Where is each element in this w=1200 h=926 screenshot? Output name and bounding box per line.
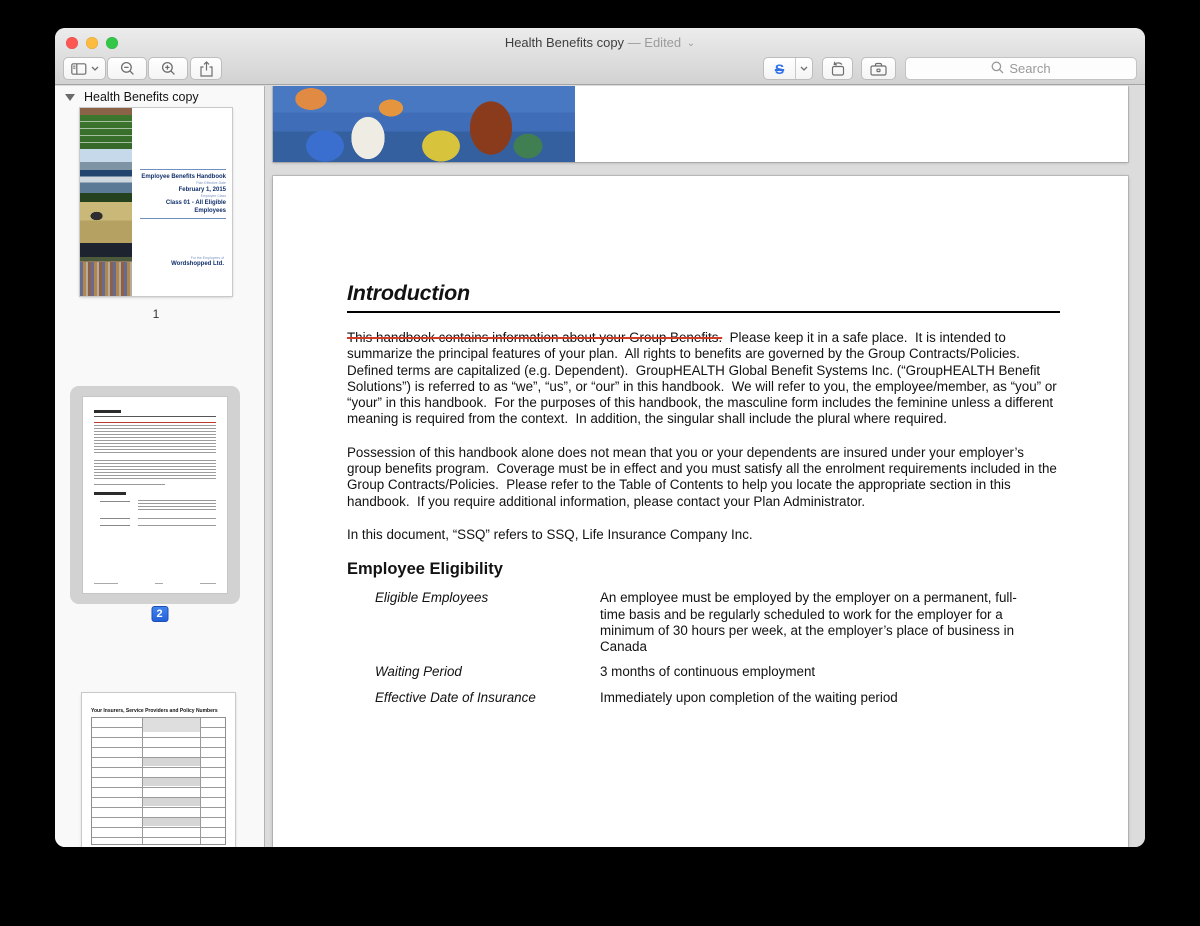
window-title-area [55,35,1145,50]
eligibility-row [375,664,1060,680]
thumbnail-page-1[interactable] [80,108,232,296]
intro-paragraph-1 [347,330,1060,428]
eligibility-heading: Employee Eligibility [347,560,503,579]
paragraph-1-rest: Please keep it in a safe place. It is intended to summarize the principal features of your plan. All rights to benefits are governed by the Group Contracts/Policies. Defined terms are capitalized (e.g. Dependent). GroupHEALTH Global Benefit Systems Inc. (“GroupHEALTH Benefit Solutions”) is referred to as “we”, “us”, or “our” in this handbook. We will refer to you, the employee/member, as “you” or “your” in this handbook. For the purposes of this handbook, the masculine form includes the feminine unless a different meaning is required from the context. In addition, the singular shall include the plural where required. [347,330,1061,427]
photo-city-harbour [80,149,132,192]
edited-status: — Edited [627,35,682,50]
cover-photo-strip [80,108,132,296]
sidebar-document-title: Health Benefits copy [84,90,199,104]
row-label: Waiting Period [375,664,462,680]
eligibility-row [375,590,1060,655]
cover-title-block: Employee Benefits Handbook Plan Effective Date February 1, 2015 Employee Class Class 01 - All Eligible Employees [140,166,226,222]
search-input[interactable] [905,57,1137,80]
rotate-left-button[interactable] [822,57,853,80]
search-icon [991,61,1004,77]
mini-subheading-bar [94,492,126,495]
intro-paragraph-3: In this document, “SSQ” refers to SSQ, Life Insurance Company Inc. [347,526,753,542]
mini-insurers-table [91,717,226,845]
title-chevron-down-icon[interactable]: ⌄ [686,38,696,49]
mini-heading-bar [94,410,121,413]
cover-company-block: For the Employees of Wordshopped Ltd. [140,256,224,267]
row-value: Immediately upon completion of the waiting period [600,689,898,705]
photo-concert-crowd [80,243,132,296]
row-label: Effective Date of Insurance [375,689,536,705]
zoom-out-icon [120,61,135,76]
concert-crowd-photo [273,86,575,162]
cover-title: Employee Benefits Handbook [141,174,226,180]
thumbnail-page-1-container [80,108,232,321]
view-menu-button[interactable] [63,57,106,80]
cover-company: Wordshopped Ltd. [171,261,224,267]
markup-toolbox-button[interactable] [861,57,896,80]
cover-class: Class 01 - All Eligible Employees [165,200,226,214]
search-placeholder: Search [1009,61,1051,76]
zoom-out-button[interactable] [107,57,147,80]
rotate-left-icon [830,61,846,76]
thumbnail-page-2-selection [70,386,240,604]
preview-window [55,28,1145,847]
cover-date: February 1, 2015 [178,187,226,193]
intro-heading: Introduction [347,281,1060,313]
disclosure-triangle-icon[interactable] [65,94,75,101]
sidebar-view-icon [71,63,87,75]
page-2-content [347,281,1060,715]
share-button[interactable] [190,57,222,80]
strikethrough-button[interactable] [764,58,795,79]
mini-strikethrough-line [94,422,216,423]
sidebar-document-header [55,86,264,108]
intro-paragraph-2: Possession of this handbook alone does not mean that you or your dependents are insured under your employer’s group benefits program. Coverage must be in effect and you must satisfy all the enrolment requirements included in the Group Contracts/Policies. Please refer to the Table of Contents to help you locate the appropriate section in this handbook. If you require additional information, please contact your Plan Administrator. [347,444,1061,509]
strikethrough-tool-group [763,57,813,80]
page-1-number: 1 [152,307,160,321]
page-2 [273,176,1128,847]
struck-sentence: This handbook contains information about your Group Benefits. [347,330,723,345]
markup-toolbox-icon [870,62,887,76]
thumbnail-page-2[interactable] [82,396,228,594]
document-viewer[interactable] [265,86,1145,847]
strikethrough-dropdown-button[interactable] [795,58,812,79]
window-header [55,28,1145,85]
page-2-selected-badge: 2 [151,606,168,622]
zoom-in-icon [161,61,176,76]
thumbnail-page-3[interactable] [82,693,235,847]
thumbnail-sidebar [55,86,265,847]
photo-stadium [80,108,132,149]
row-value: 3 months of continuous employment [600,664,816,680]
zoom-in-button[interactable] [148,57,188,80]
page-1-bottom [273,86,1128,162]
eligibility-row [375,690,1060,706]
share-icon [200,61,213,77]
strikethrough-icon: S [774,60,785,77]
photo-farm-field [80,193,132,244]
row-label: Eligible Employees [375,590,489,606]
chevron-down-icon [800,66,808,71]
window-title: Health Benefits copy [504,35,625,50]
chevron-down-icon [91,66,99,71]
mini-table-title: Your Insurers, Service Providers and Policy Numbers [91,708,218,714]
row-value: An employee must be employed by the employer on a permanent, full-time basis and be regularly scheduled to work for the employer for a minimum of 30 hours per week, at the employer’s place of business in Canada [600,590,1017,655]
